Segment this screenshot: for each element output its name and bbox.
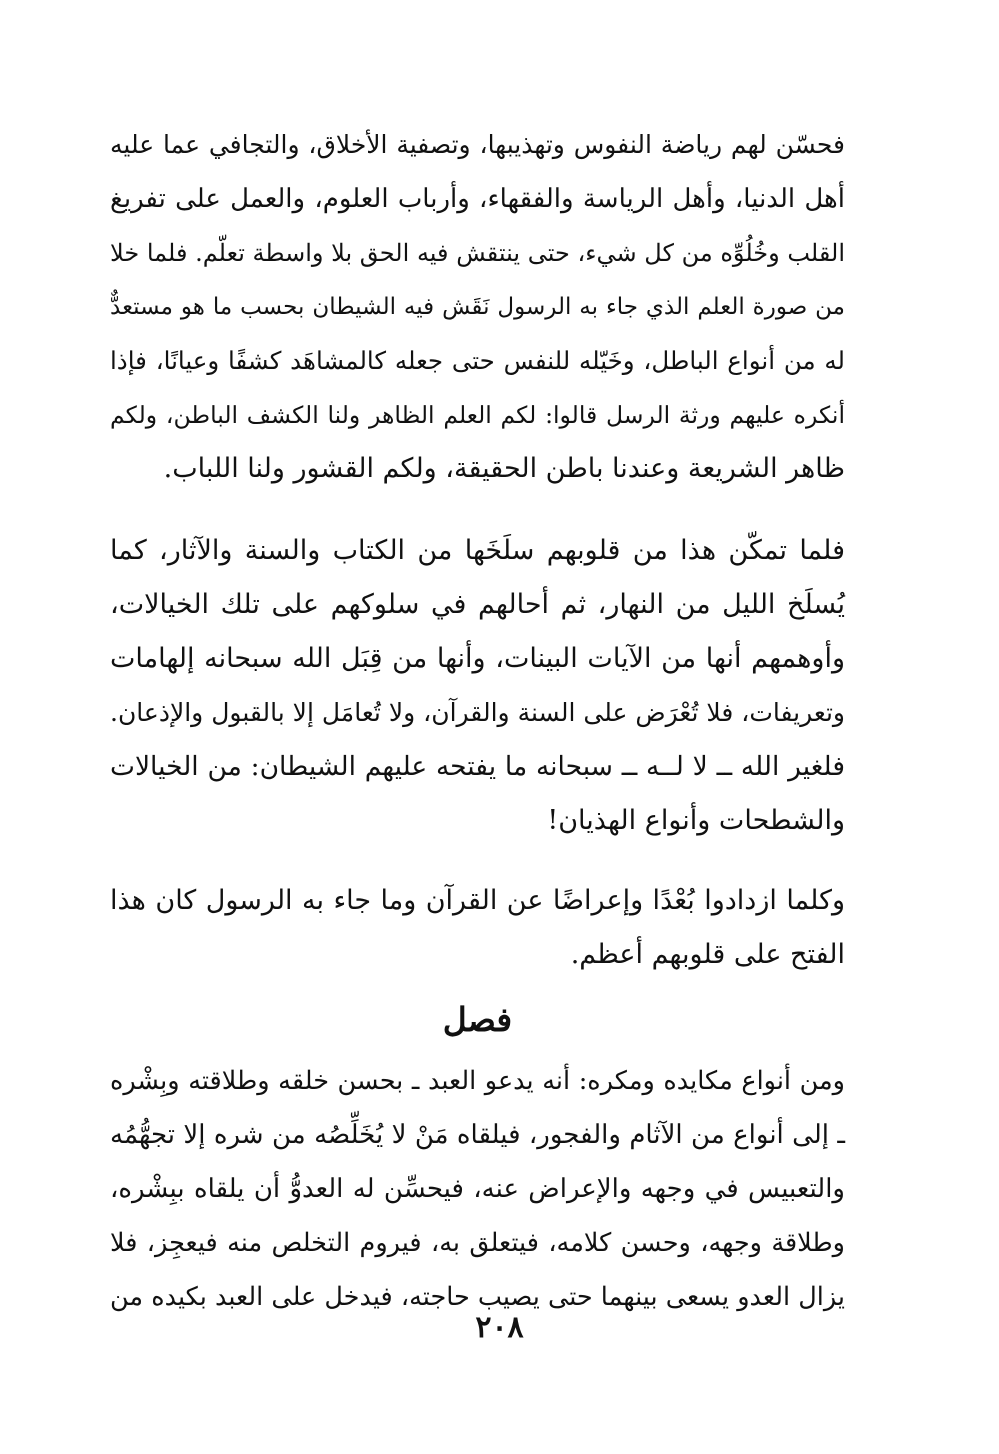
section-heading: فصل: [442, 1000, 513, 1039]
paragraph-3: [110, 874, 845, 982]
body-text: [110, 118, 845, 1324]
page-number: ٢٠٨: [475, 1310, 524, 1345]
text-line: يزال العدو يسعى بينهما حتى يصيب حاجته، فيدخل على العبد بكيده من: [110, 1282, 845, 1312]
paragraph-2: [110, 524, 845, 848]
text-line: وكلما ازدادوا بُعْدًا وإعراضًا عن القرآن وما جاء به الرسول كان هذا: [110, 885, 845, 916]
text-line: ظاهر الشريعة وعندنا باطن الحقيقة، ولكم القشور ولنا اللباب.: [163, 453, 845, 484]
text-line: من صورة العلم الذي جاء به الرسول نَقَش فيه الشيطان بحسب ما هو مستعدٌّ: [110, 294, 845, 320]
text-line: فحسّن لهم رياضة النفوس وتهذيبها، وتصفية الأخلاق، والتجافي عما عليه: [110, 130, 845, 159]
text-line: وأوهمهم أنها من الآيات البينات، وأنها من قِبَل الله سبحانه إلهامات: [110, 643, 845, 674]
section-paragraph: [110, 1054, 845, 1324]
text-line: والشطحات وأنواع الهذيان!: [547, 805, 845, 836]
text-line: أهل الدنيا، وأهل الرياسة والفقهاء، وأرباب العلوم، والعمل على تفريغ: [110, 184, 845, 214]
text-line: فلغير الله ــ لا لــه ــ سبحانه ما يفتحه عليهم الشيطان: من الخيالات: [110, 751, 845, 782]
text-line: أنكره عليهم ورثة الرسل قالوا: لكم العلم الظاهر ولنا الكشف الباطن، ولكم: [110, 401, 845, 429]
paragraph-spacer: [110, 848, 845, 874]
paragraph-spacer: [110, 496, 845, 524]
text-line: وطلاقة وجهه، وحسن كلامه، فيتعلق به، فيروم التخلص منه فيعجِز، فلا: [110, 1228, 845, 1258]
text-line: والتعبيس في وجهه والإعراض عنه، فيحسِّن له العدوُّ أن يلقاه ببِشْره،: [110, 1174, 845, 1204]
text-line: الفتح على قلوبهم أعظم.: [570, 939, 845, 970]
text-line: له من أنواع الباطل، وخَيّله للنفس حتى جعله كالمشاهَد كشفًا وعيانًا، فإذا: [110, 346, 845, 375]
text-line: يُسلَخ الليل من النهار، ثم أحالهم في سلوكهم على تلك الخيالات،: [110, 589, 845, 620]
text-line: ومن أنواع مكايده ومكره: أنه يدعو العبد ـ بحسن خلقه وطلاقته وبِشْره: [110, 1066, 845, 1096]
text-line: ـ إلى أنواع من الآثام والفجور، فيلقاه مَنْ لا يُخَلِّصُه من شره إلا تجهُّمُه: [110, 1120, 845, 1150]
paragraph-1: [110, 118, 845, 496]
text-line: وتعريفات، فلا تُعْرَض على السنة والقرآن، ولا تُعامَل إلا بالقبول والإذعان.: [110, 698, 845, 727]
text-line: القلب وخُلُوِّه من كل شيء، حتى ينتقش فيه الحق بلا واسطة تعلّم. فلما خلا: [110, 239, 845, 267]
text-line: فلما تمكّن هذا من قلوبهم سلَخَها من الكتاب والسنة والآثار، كما: [110, 535, 845, 566]
